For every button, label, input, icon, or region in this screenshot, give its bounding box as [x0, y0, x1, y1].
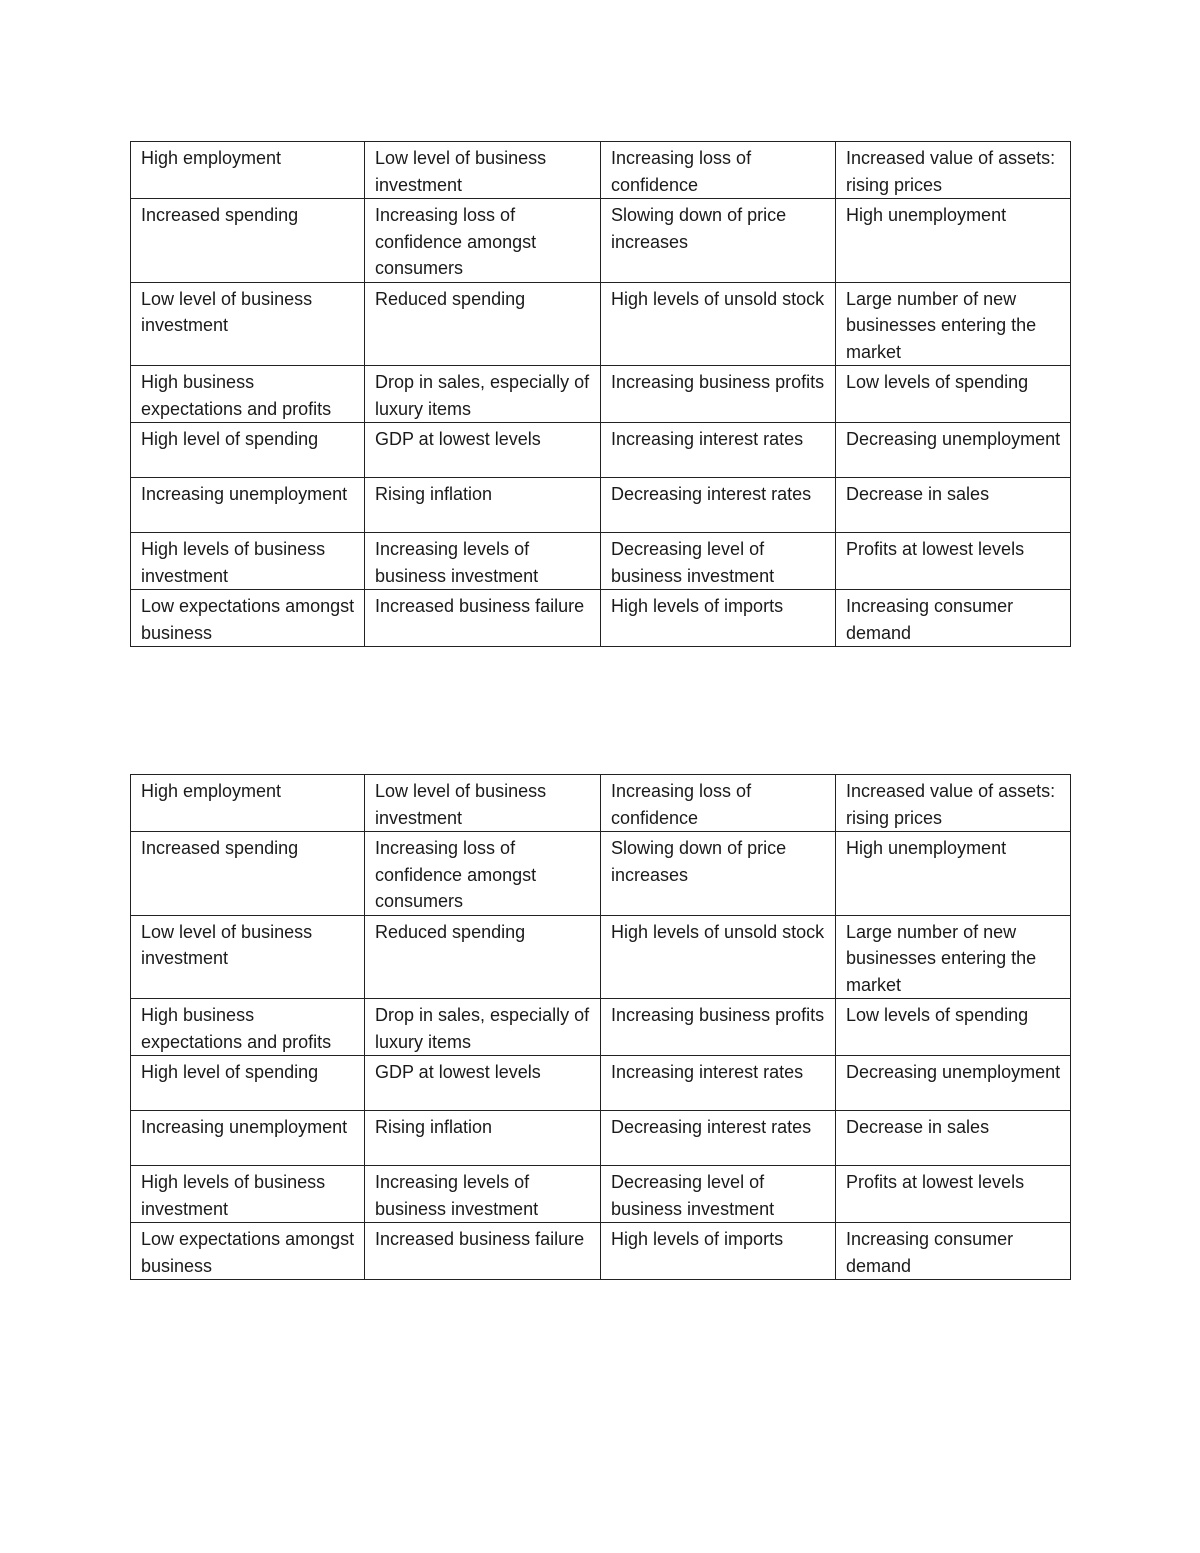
- table-cell: Increasing interest rates: [601, 1056, 836, 1111]
- table-cell: Increasing loss of confidence amongst consumers: [365, 199, 601, 283]
- table-cell: Decrease in sales: [836, 478, 1071, 533]
- table-cell: Low levels of spending: [836, 999, 1071, 1056]
- table-cell: High level of spending: [131, 1056, 365, 1111]
- table-cell: Low level of business investment: [131, 915, 365, 999]
- table-cell: Large number of new businesses entering the market: [836, 915, 1071, 999]
- table-cell: Decreasing interest rates: [601, 1111, 836, 1166]
- table-cell: Increasing levels of business investment: [365, 533, 601, 590]
- table-cell: Reduced spending: [365, 282, 601, 366]
- table-cell: Increasing unemployment: [131, 478, 365, 533]
- table-cell: Increased value of assets: rising prices: [836, 142, 1071, 199]
- table-row: [131, 366, 1071, 423]
- table-row: [131, 199, 1071, 283]
- table-cell: Increasing business profits: [601, 999, 836, 1056]
- table-cell: Profits at lowest levels: [836, 1166, 1071, 1223]
- table-cell: GDP at lowest levels: [365, 1056, 601, 1111]
- table-row: [131, 915, 1071, 999]
- table-cell: Increasing levels of business investment: [365, 1166, 601, 1223]
- table-row: [131, 423, 1071, 478]
- table-cell: High employment: [131, 142, 365, 199]
- economic-cycle-cards-table: [130, 141, 1071, 647]
- table-cell: High levels of unsold stock: [601, 282, 836, 366]
- table-cell: High levels of imports: [601, 590, 836, 647]
- table-cell: Increasing business profits: [601, 366, 836, 423]
- table-cell: Increasing interest rates: [601, 423, 836, 478]
- table-cell: Increasing loss of confidence: [601, 775, 836, 832]
- table-cell: Decreasing unemployment: [836, 1056, 1071, 1111]
- table-cell: Rising inflation: [365, 478, 601, 533]
- table-cell: Decreasing level of business investment: [601, 533, 836, 590]
- table-cell: Increasing consumer demand: [836, 1223, 1071, 1280]
- table-cell: High levels of unsold stock: [601, 915, 836, 999]
- table-cell: GDP at lowest levels: [365, 423, 601, 478]
- table-row: [131, 1166, 1071, 1223]
- table-cell: High level of spending: [131, 423, 365, 478]
- table-cell: High levels of business investment: [131, 533, 365, 590]
- table-cell: Decreasing level of business investment: [601, 1166, 836, 1223]
- table-cell: Decreasing unemployment: [836, 423, 1071, 478]
- table-cell: Increased business failure: [365, 1223, 601, 1280]
- table-cell: Decrease in sales: [836, 1111, 1071, 1166]
- table-cell: Increasing consumer demand: [836, 590, 1071, 647]
- table-row: [131, 832, 1071, 916]
- table-cell: Increased value of assets: rising prices: [836, 775, 1071, 832]
- table-cell: Low level of business investment: [131, 282, 365, 366]
- table-cell: Slowing down of price increases: [601, 199, 836, 283]
- table-cell: Profits at lowest levels: [836, 533, 1071, 590]
- table-cell: Large number of new businesses entering the market: [836, 282, 1071, 366]
- table-row: [131, 1056, 1071, 1111]
- table-cell: Low level of business investment: [365, 142, 601, 199]
- table-cell: Rising inflation: [365, 1111, 601, 1166]
- table-cell: High unemployment: [836, 832, 1071, 916]
- table-row: [131, 999, 1071, 1056]
- table-cell: Increased spending: [131, 832, 365, 916]
- table-row: [131, 775, 1071, 832]
- table-cell: Low levels of spending: [836, 366, 1071, 423]
- economic-cycle-cards-table: [130, 774, 1071, 1280]
- table-cell: High levels of business investment: [131, 1166, 365, 1223]
- table-cell: High business expectations and profits: [131, 999, 365, 1056]
- table-cell: Increasing loss of confidence amongst consumers: [365, 832, 601, 916]
- table-cell: Slowing down of price increases: [601, 832, 836, 916]
- table-cell: High employment: [131, 775, 365, 832]
- table-row: [131, 478, 1071, 533]
- table-cell: High unemployment: [836, 199, 1071, 283]
- table-cell: Low expectations amongst business: [131, 590, 365, 647]
- table-cell: Increased business failure: [365, 590, 601, 647]
- table-row: [131, 590, 1071, 647]
- table-cell: High business expectations and profits: [131, 366, 365, 423]
- table-row: [131, 1111, 1071, 1166]
- table-cell: Low level of business investment: [365, 775, 601, 832]
- table-cell: Low expectations amongst business: [131, 1223, 365, 1280]
- table-row: [131, 533, 1071, 590]
- table-cell: Decreasing interest rates: [601, 478, 836, 533]
- table-cell: Increasing loss of confidence: [601, 142, 836, 199]
- table-row: [131, 282, 1071, 366]
- table-cell: Increasing unemployment: [131, 1111, 365, 1166]
- table-cell: Drop in sales, especially of luxury items: [365, 999, 601, 1056]
- table-row: [131, 1223, 1071, 1280]
- table-cell: Reduced spending: [365, 915, 601, 999]
- table-cell: High levels of imports: [601, 1223, 836, 1280]
- table-row: [131, 142, 1071, 199]
- table-cell: Increased spending: [131, 199, 365, 283]
- table-cell: Drop in sales, especially of luxury items: [365, 366, 601, 423]
